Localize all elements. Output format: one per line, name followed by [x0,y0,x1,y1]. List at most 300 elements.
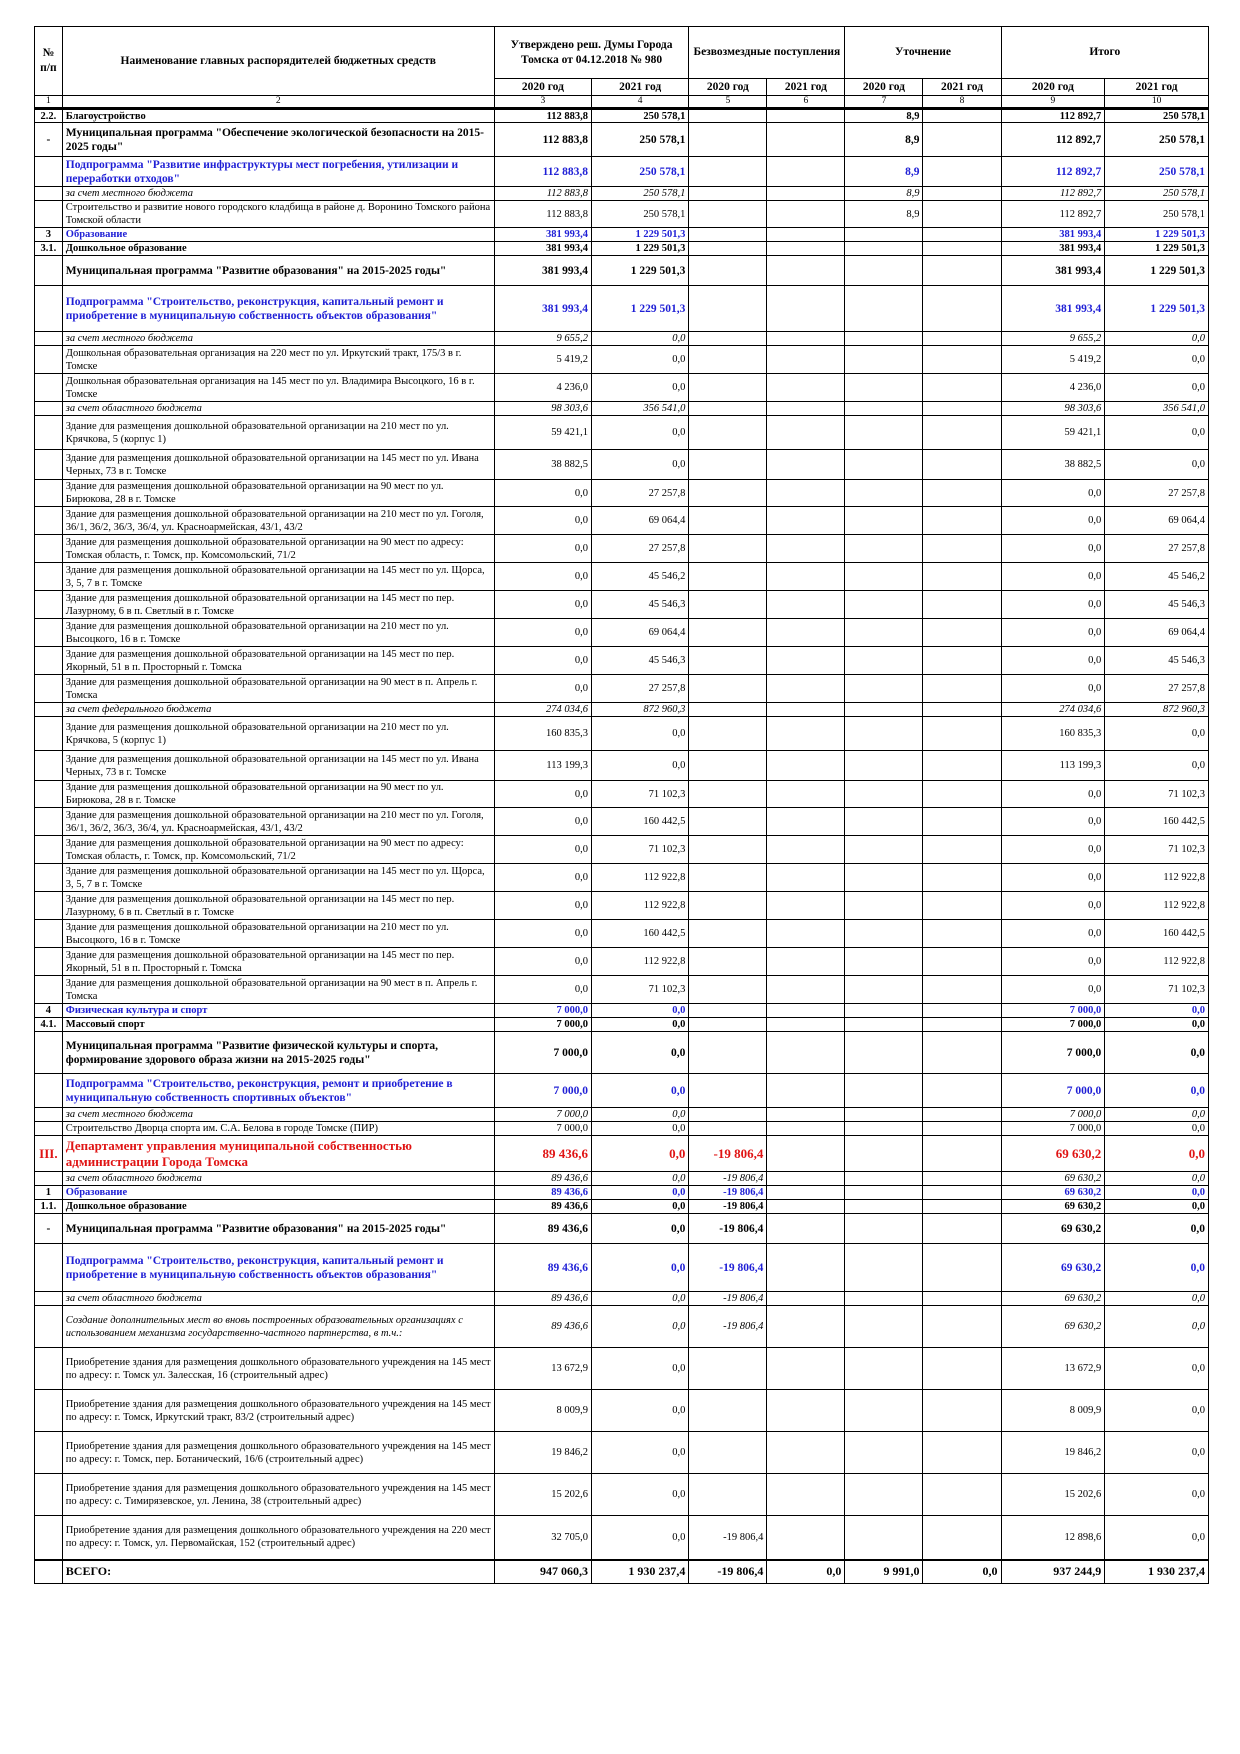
funding-source-row [35,1108,1209,1122]
value-cell: 0,0 [767,1560,845,1584]
section-row [35,1018,1209,1032]
value-cell: 0,0 [494,507,591,535]
value-cell [845,1432,923,1474]
table-row [35,1474,1209,1516]
value-cell [767,416,845,450]
value-cell [923,1032,1001,1074]
row-number [35,535,63,563]
value-cell: 8 009,9 [494,1390,591,1432]
value-cell [767,201,845,228]
value-cell: -19 806,4 [689,1516,767,1560]
value-cell: 45 546,3 [592,647,689,675]
funding-source-row [35,703,1209,717]
value-cell [923,591,1001,619]
value-cell: -19 806,4 [689,1292,767,1306]
value-cell [767,1390,845,1432]
value-cell [689,450,767,480]
value-cell: 13 672,9 [1001,1348,1105,1390]
value-cell: 0,0 [1105,1348,1209,1390]
value-cell [689,647,767,675]
row-number: 4 [35,1004,63,1018]
value-cell [767,1292,845,1306]
row-number [35,1306,63,1348]
value-cell [845,1004,923,1018]
value-cell [923,228,1001,242]
header-year: 2020 год [1001,79,1105,96]
value-cell [689,123,767,157]
value-cell: 0,0 [1001,976,1105,1004]
value-cell: 0,0 [1105,1306,1209,1348]
value-cell: 250 578,1 [592,201,689,228]
value-cell: 15 202,6 [1001,1474,1105,1516]
value-cell [845,535,923,563]
value-cell [845,1244,923,1292]
value-cell: 5 419,2 [494,346,591,374]
value-cell: 7 000,0 [494,1074,591,1108]
row-name: за счет областного бюджета [62,1292,494,1306]
value-cell: 45 546,3 [592,591,689,619]
value-cell: 69 630,2 [1001,1136,1105,1172]
value-cell: 0,0 [1105,717,1209,751]
row-number [35,402,63,416]
row-name: Здание для размещения дошкольной образовательной организации на 90 мест в п. Апрель г. Томска [62,675,494,703]
value-cell [923,109,1001,123]
value-cell: 1 229 501,3 [1105,242,1209,256]
value-cell: 112 883,8 [494,187,591,201]
value-cell: 0,0 [1001,675,1105,703]
header-year: 2021 год [767,79,845,96]
program-row [35,256,1209,286]
value-cell: 0,0 [592,1214,689,1244]
value-cell [689,332,767,346]
value-cell [689,402,767,416]
value-cell: 0,0 [1001,480,1105,507]
value-cell: 0,0 [1105,1432,1209,1474]
value-cell [689,480,767,507]
value-cell: 69 064,4 [1105,619,1209,647]
value-cell: 381 993,4 [494,256,591,286]
value-cell: 1 229 501,3 [592,256,689,286]
value-cell: 27 257,8 [592,480,689,507]
value-cell [923,1516,1001,1560]
value-cell: 89 436,6 [494,1244,591,1292]
row-name: Приобретение здания для размещения дошкольного образовательного учреждения на 145 мест по адресу: г. Томск, пер. Ботанический, 16/6 (строительный адрес) [62,1432,494,1474]
row-name: Муниципальная программа "Развитие образования" на 2015-2025 годы" [62,1214,494,1244]
value-cell: 71 102,3 [1105,976,1209,1004]
value-cell [767,675,845,703]
table-row [35,480,1209,507]
value-cell [923,346,1001,374]
value-cell [689,1074,767,1108]
value-cell: 27 257,8 [1105,480,1209,507]
value-cell: 0,0 [592,1032,689,1074]
value-cell: 8,9 [845,157,923,187]
value-cell [845,228,923,242]
value-cell [845,948,923,976]
row-number [35,346,63,374]
value-cell: 872 960,3 [1105,703,1209,717]
value-cell: 112 892,7 [1001,187,1105,201]
table-row [35,1348,1209,1390]
value-cell [767,1172,845,1186]
value-cell: 27 257,8 [592,675,689,703]
value-cell: 160 442,5 [1105,920,1209,948]
value-cell: 38 882,5 [494,450,591,480]
row-name: Образование [62,228,494,242]
value-cell [767,1306,845,1348]
value-cell [923,1306,1001,1348]
value-cell [767,1018,845,1032]
value-cell [689,374,767,402]
row-number [35,920,63,948]
value-cell [689,1004,767,1018]
row-number [35,157,63,187]
column-number: 2 [62,96,494,109]
value-cell: 0,0 [1001,507,1105,535]
header-year: 2020 год [494,79,591,96]
value-cell: 69 630,2 [1001,1214,1105,1244]
row-name: Здание для размещения дошкольной образовательной организации на 90 мест по ул. Бирюкова, 28 в г. Томске [62,480,494,507]
value-cell [689,675,767,703]
value-cell [845,416,923,450]
value-cell: 69 064,4 [592,507,689,535]
value-cell: 250 578,1 [1105,123,1209,157]
program-row [35,1214,1209,1244]
value-cell [845,1136,923,1172]
row-name: Приобретение здания для размещения дошкольного образовательного учреждения на 145 мест по адресу: г. Томск, Иркутский тракт, 83/2 (строительный адрес) [62,1390,494,1432]
value-cell: 0,0 [1105,1074,1209,1108]
header-approved: Утверждено реш. Думы Города Томска от 04.12.2018 № 980 [494,27,689,79]
value-cell: 0,0 [1105,450,1209,480]
table-row [35,647,1209,675]
value-cell: 0,0 [592,1018,689,1032]
value-cell [923,535,1001,563]
value-cell [767,1186,845,1200]
value-cell [767,808,845,836]
row-name: за счет федерального бюджета [62,703,494,717]
row-number [35,781,63,808]
value-cell: 112 883,8 [494,157,591,187]
value-cell [845,920,923,948]
program-row [35,123,1209,157]
value-cell [923,703,1001,717]
value-cell: 7 000,0 [494,1108,591,1122]
value-cell: 112 922,8 [592,892,689,920]
value-cell [689,1474,767,1516]
value-cell: 113 199,3 [494,751,591,781]
value-cell [767,402,845,416]
value-cell: 0,0 [1001,647,1105,675]
value-cell [689,1122,767,1136]
value-cell: 89 436,6 [494,1292,591,1306]
value-cell: 5 419,2 [1001,346,1105,374]
value-cell: 0,0 [1001,619,1105,647]
value-cell: 71 102,3 [1105,781,1209,808]
value-cell: 0,0 [1105,751,1209,781]
row-name: Здание для размещения дошкольной образовательной организации на 90 мест по адресу: Томская область, г. Томск, пр. Комсомольский, 71/2 [62,836,494,864]
value-cell [845,480,923,507]
value-cell [767,228,845,242]
value-cell [689,920,767,948]
header-year: 2021 год [1105,79,1209,96]
value-cell: 69 630,2 [1001,1292,1105,1306]
row-number [35,286,63,332]
header-grants: Безвозмездные поступления [689,27,845,79]
value-cell [767,717,845,751]
row-number [35,1108,63,1122]
header-adjustment: Уточнение [845,27,1001,79]
value-cell: 27 257,8 [592,535,689,563]
value-cell [845,647,923,675]
column-number: 1 [35,96,63,109]
row-name: Строительство и развитие нового городского кладбища в районе д. Воронино Томского района Томской области [62,201,494,228]
section-row [35,109,1209,123]
row-name: Приобретение здания для размещения дошкольного образовательного учреждения на 220 мест по адресу: г. Томск, ул. Первомайская, 152 (строительный адрес) [62,1516,494,1560]
value-cell: 0,0 [592,1186,689,1200]
row-name: Муниципальная программа "Обеспечение экологической безопасности на 2015-2025 годы" [62,123,494,157]
table-row [35,1390,1209,1432]
row-number: 2.2. [35,109,63,123]
value-cell: 0,0 [494,976,591,1004]
column-number: 8 [923,96,1001,109]
value-cell: 98 303,6 [494,402,591,416]
value-cell: 250 578,1 [1105,187,1209,201]
value-cell: -19 806,4 [689,1200,767,1214]
value-cell [689,1032,767,1074]
section-row [35,1004,1209,1018]
funding-source-row [35,187,1209,201]
value-cell [923,402,1001,416]
value-cell [689,892,767,920]
row-number: - [35,123,63,157]
value-cell: 71 102,3 [1105,836,1209,864]
row-number [35,675,63,703]
subprogram-row [35,1244,1209,1292]
value-cell: 71 102,3 [592,976,689,1004]
value-cell: 0,0 [1001,836,1105,864]
value-cell [845,1306,923,1348]
row-name: Подпрограмма "Строительство, реконструкция, ремонт и приобретение в муниципальную собственность спортивных объектов" [62,1074,494,1108]
value-cell [689,563,767,591]
value-cell: 0,0 [494,808,591,836]
value-cell: -19 806,4 [689,1136,767,1172]
header-total: Итого [1001,27,1208,79]
value-cell [689,751,767,781]
value-cell [923,1074,1001,1108]
row-number [35,1348,63,1390]
table-row [35,591,1209,619]
value-cell [689,187,767,201]
value-cell [845,1186,923,1200]
value-cell: 0,0 [1105,346,1209,374]
value-cell: 0,0 [592,1136,689,1172]
section-row [35,1200,1209,1214]
header-num: № п/п [35,27,63,96]
value-cell: 0,0 [592,1390,689,1432]
row-name: за счет местного бюджета [62,1108,494,1122]
value-cell: 27 257,8 [1105,675,1209,703]
section-row [35,242,1209,256]
row-name: Благоустройство [62,109,494,123]
value-cell: 937 244,9 [1001,1560,1105,1584]
row-number: - [35,1214,63,1244]
value-cell [767,591,845,619]
funding-source-row [35,1292,1209,1306]
row-name: Дошкольное образование [62,242,494,256]
row-name: Здание для размещения дошкольной образовательной организации на 145 мест по пер. Якорный, 51 в п. Просторный г. Томска [62,647,494,675]
header-year: 2021 год [592,79,689,96]
table-row [35,920,1209,948]
value-cell: 112 922,8 [592,864,689,892]
value-cell [767,1474,845,1516]
value-cell [767,948,845,976]
value-cell: 69 064,4 [1105,507,1209,535]
value-cell: 0,0 [592,1348,689,1390]
value-cell [845,332,923,346]
value-cell [923,1292,1001,1306]
header-year: 2020 год [845,79,923,96]
table-row [35,619,1209,647]
value-cell: 160 835,3 [494,717,591,751]
value-cell: 1 229 501,3 [1105,228,1209,242]
row-number [35,892,63,920]
value-cell: 69 630,2 [1001,1172,1105,1186]
row-number [35,751,63,781]
value-cell [845,1200,923,1214]
value-cell: 0,0 [1001,535,1105,563]
value-cell: 0,0 [1105,1200,1209,1214]
value-cell [767,563,845,591]
value-cell: 0,0 [1105,374,1209,402]
value-cell [689,781,767,808]
value-cell [689,535,767,563]
row-name: Здание для размещения дошкольной образовательной организации на 90 мест в п. Апрель г. Томска [62,976,494,1004]
row-number [35,416,63,450]
value-cell: 274 034,6 [494,703,591,717]
value-cell: 59 421,1 [1001,416,1105,450]
value-cell: 1 229 501,3 [592,286,689,332]
table-row [35,374,1209,402]
value-cell [923,242,1001,256]
column-number: 7 [845,96,923,109]
value-cell [767,619,845,647]
value-cell: 356 541,0 [1105,402,1209,416]
value-cell [689,507,767,535]
value-cell: 7 000,0 [1001,1108,1105,1122]
value-cell [923,751,1001,781]
value-cell [845,1390,923,1432]
value-cell: 381 993,4 [1001,256,1105,286]
column-number: 6 [767,96,845,109]
value-cell [689,228,767,242]
value-cell [767,1516,845,1560]
value-cell: 0,0 [494,675,591,703]
value-cell [767,976,845,1004]
table-row [35,808,1209,836]
value-cell: 7 000,0 [494,1004,591,1018]
value-cell [923,781,1001,808]
value-cell: 1 930 237,4 [592,1560,689,1584]
value-cell [845,402,923,416]
row-number [35,1244,63,1292]
row-name: Здание для размещения дошкольной образовательной организации на 145 мест по пер. Лазурному, 6 в п. Светлый в г. Томске [62,892,494,920]
table-row [35,450,1209,480]
value-cell: 0,0 [592,1004,689,1018]
value-cell [923,1432,1001,1474]
value-cell: 356 541,0 [592,402,689,416]
value-cell [923,836,1001,864]
value-cell: 89 436,6 [494,1306,591,1348]
value-cell [923,1186,1001,1200]
column-number: 10 [1105,96,1209,109]
value-cell: 8 009,9 [1001,1390,1105,1432]
value-cell: 0,0 [592,416,689,450]
value-cell: 0,0 [1105,1136,1209,1172]
value-cell: 250 578,1 [592,157,689,187]
value-cell [689,201,767,228]
value-cell: 98 303,6 [1001,402,1105,416]
value-cell [923,450,1001,480]
value-cell: 0,0 [592,1200,689,1214]
value-cell: 0,0 [1105,1516,1209,1560]
value-cell [767,346,845,374]
value-cell: 89 436,6 [494,1214,591,1244]
value-cell [845,346,923,374]
department-row [35,1136,1209,1172]
value-cell: 15 202,6 [494,1474,591,1516]
value-cell: 274 034,6 [1001,703,1105,717]
value-cell [923,123,1001,157]
row-number: 3 [35,228,63,242]
value-cell [845,703,923,717]
value-cell [923,864,1001,892]
value-cell [689,1432,767,1474]
row-number [35,591,63,619]
row-name: за счет областного бюджета [62,402,494,416]
value-cell [845,1516,923,1560]
budget-table [34,26,1209,1584]
table-row [35,563,1209,591]
value-cell: 0,0 [1105,1018,1209,1032]
value-cell [689,157,767,187]
value-cell: 1 229 501,3 [592,242,689,256]
value-cell [845,836,923,864]
row-number [35,187,63,201]
value-cell: 0,0 [592,1172,689,1186]
value-cell: -19 806,4 [689,1244,767,1292]
value-cell [923,507,1001,535]
value-cell: 13 672,9 [494,1348,591,1390]
table-row [35,892,1209,920]
value-cell [845,1122,923,1136]
value-cell: 0,0 [1105,1244,1209,1292]
value-cell: 0,0 [1105,332,1209,346]
row-number [35,1074,63,1108]
row-number: 1.1. [35,1200,63,1214]
value-cell [923,1004,1001,1018]
value-cell [845,675,923,703]
value-cell: 0,0 [494,591,591,619]
value-cell: 71 102,3 [592,836,689,864]
row-number [35,1474,63,1516]
value-cell [923,1122,1001,1136]
value-cell: 0,0 [494,948,591,976]
value-cell [767,920,845,948]
row-name: Приобретение здания для размещения дошкольного образовательного учреждения на 145 мест по адресу: с. Тимирязевское, ул. Ленина, 38 (строительный адрес) [62,1474,494,1516]
value-cell: 250 578,1 [1105,201,1209,228]
value-cell: 45 546,3 [1105,591,1209,619]
value-cell [689,416,767,450]
